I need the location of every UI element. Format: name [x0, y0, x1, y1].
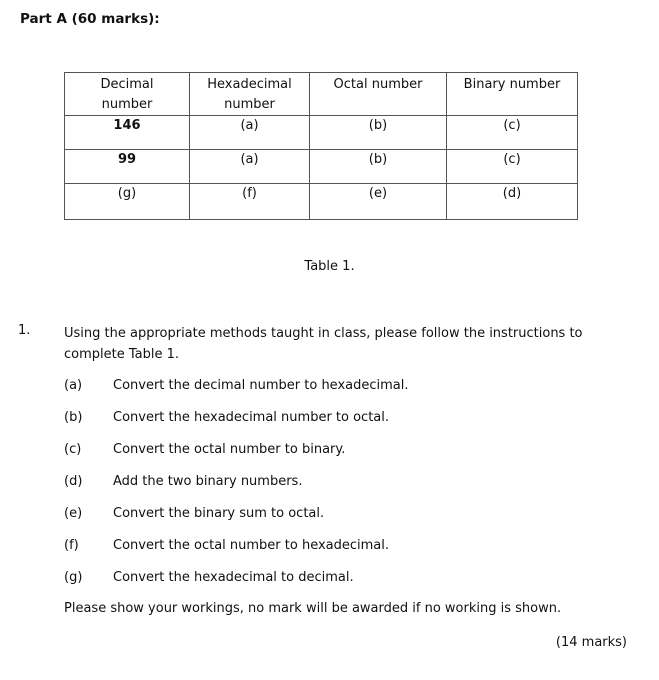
- working-note: Please show your workings, no mark will be awarded if no working is shown.: [64, 601, 562, 616]
- instruction-item: [64, 568, 354, 588]
- marks-allocation: (14 marks): [555, 635, 627, 650]
- header-line: Decimal: [100, 77, 154, 92]
- item-label: (a): [64, 378, 83, 393]
- table-cell: [190, 73, 310, 150]
- table-cell: (a): [190, 150, 310, 184]
- item-label: (d): [64, 474, 83, 489]
- table-cell: (c): [447, 150, 578, 184]
- table-caption: Table 1.: [304, 259, 355, 274]
- table-cell: [447, 73, 578, 150]
- table-row: [65, 150, 578, 184]
- question-number: 1.: [18, 323, 31, 338]
- item-text: Convert the binary sum to octal.: [113, 506, 325, 521]
- instruction-item: [64, 504, 324, 524]
- item-text: Convert the hexadecimal to decimal.: [113, 570, 354, 585]
- item-text: Convert the decimal number to hexadecimal.: [113, 378, 409, 393]
- table-cell: (e): [310, 184, 447, 220]
- table-cell: (f): [190, 184, 310, 220]
- item-label: (e): [64, 506, 83, 521]
- table-row: [65, 184, 578, 220]
- item-label: (g): [64, 570, 83, 585]
- table-cell-value: (c): [503, 118, 521, 133]
- table-cell-value: (b): [368, 118, 388, 133]
- item-label: (c): [64, 442, 82, 457]
- item-text: Convert the octal number to binary.: [113, 442, 346, 457]
- item-text: Convert the hexadecimal number to octal.: [113, 410, 390, 425]
- item-text: Add the two binary numbers.: [113, 474, 303, 489]
- table-cell: [65, 73, 190, 150]
- header-line: Hexadecimal: [207, 77, 292, 92]
- conversion-table: [64, 72, 578, 220]
- table-cell: [310, 73, 447, 150]
- table-cell-value: 146: [113, 118, 141, 133]
- question-intro: Using the appropriate methods taught in class, please follow the instructions to complete Table 1.: [64, 326, 583, 362]
- table-cell: 99: [65, 150, 190, 184]
- section-heading: Part A (60 marks):: [20, 11, 160, 27]
- item-label: (f): [64, 538, 79, 553]
- column-header-decimal: [65, 73, 189, 115]
- instruction-item: [64, 408, 389, 428]
- instruction-item: [64, 536, 389, 556]
- table-cell: (b): [310, 150, 447, 184]
- item-text: Convert the octal number to hexadecimal.: [113, 538, 390, 553]
- column-header-octal: Octal number: [333, 77, 423, 92]
- table-row: [65, 73, 578, 150]
- header-line: number: [224, 97, 275, 112]
- table-cell: (g): [65, 184, 190, 220]
- table-cell: (d): [447, 184, 578, 220]
- instruction-item: [64, 376, 409, 396]
- instruction-item: [64, 440, 345, 460]
- table-cell-value: (a): [240, 118, 259, 133]
- instruction-item: [64, 472, 302, 492]
- item-label: (b): [64, 410, 83, 425]
- header-line: number: [101, 97, 153, 112]
- column-header-hexadecimal: [190, 73, 309, 115]
- column-header-binary: Binary number: [463, 77, 561, 92]
